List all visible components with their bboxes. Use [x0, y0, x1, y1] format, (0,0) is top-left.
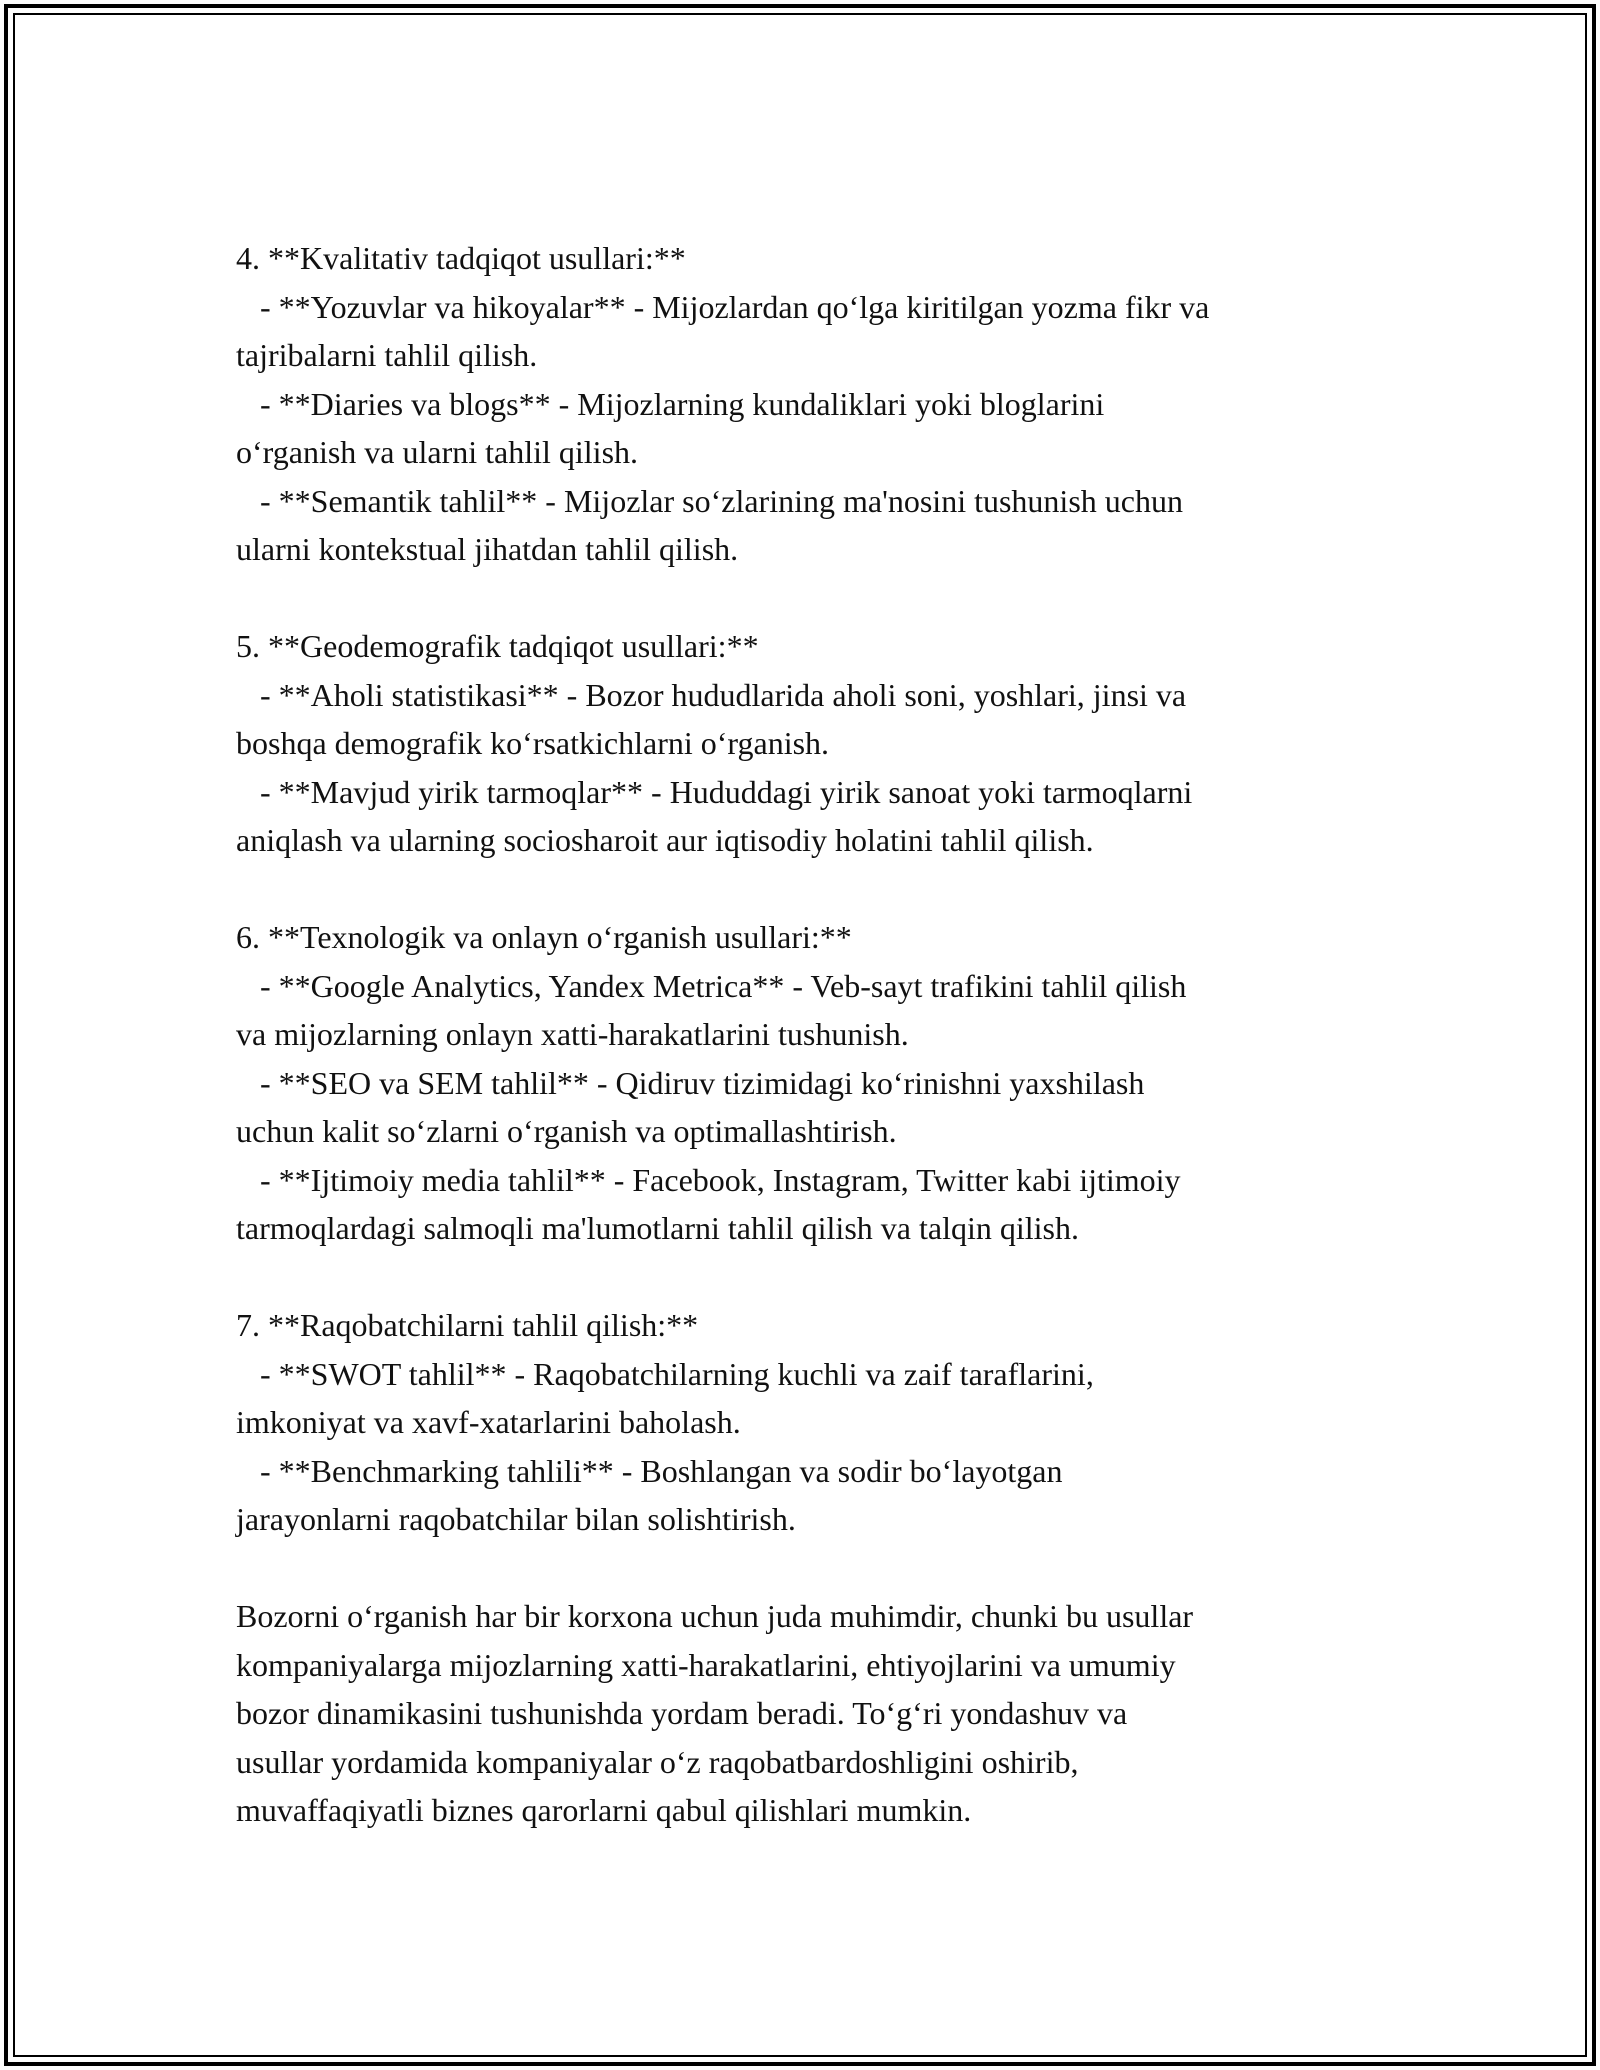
- list-item-line: uchun kalit so‘zlarni o‘rganish va optimallashtirish.: [236, 1113, 897, 1149]
- paragraph-line: Bozorni o‘rganish har bir korxona uchun juda muhimdir, chunki bu usullar: [236, 1598, 1194, 1634]
- section-qualitative-methods: [236, 234, 1406, 574]
- list-item-line: o‘rganish va ularni tahlil qilish.: [236, 434, 639, 470]
- paragraph-spacer: [236, 574, 1406, 623]
- list-item-line: tajribalarni tahlil qilish.: [236, 337, 538, 373]
- list-item-line: jarayonlarni raqobatchilar bilan solishtirish.: [236, 1501, 796, 1537]
- paragraph-spacer: [236, 1253, 1406, 1302]
- paragraph-line: kompaniyalarga mijozlarning xatti-harakatlarini, ehtiyojlarini va umumiy: [236, 1646, 1176, 1683]
- paragraph-line: usullar yordamida kompaniyalar o‘z raqobatbardoshligini oshirib,: [236, 1743, 1079, 1780]
- list-item-line: - **Google Analytics, Yandex Metrica** - Veb-sayt trafikini tahlil qilish: [236, 967, 1187, 1004]
- section-heading: 7. **Raqobatchilarni tahlil qilish:**: [236, 1307, 699, 1343]
- list-item-line: boshqa demografik ko‘rsatkichlarni o‘rganish.: [236, 725, 830, 761]
- list-item-line: - **SEO va SEM tahlil** - Qidiruv tizimidagi ko‘rinishni yaxshilash: [236, 1064, 1145, 1101]
- document-body: [236, 234, 1406, 1835]
- list-item-line: - **Ijtimoiy media tahlil** - Facebook, Instagram, Twitter kabi ijtimoiy: [236, 1161, 1181, 1198]
- list-item-line: - **Semantik tahlil** - Mijozlar so‘zlarining ma'nosini tushunish uchun: [236, 482, 1183, 519]
- section-technological-methods: [236, 913, 1406, 1253]
- list-item-line: va mijozlarning onlayn xatti-harakatlarini tushunish.: [236, 1016, 909, 1052]
- list-item-line: imkoniyat va xavf-xatarlarini baholash.: [236, 1404, 741, 1440]
- section-heading: 4. **Kvalitativ tadqiqot usullari:**: [236, 240, 686, 276]
- list-item-line: - **Aholi statistikasi** - Bozor hududlarida aholi soni, yoshlari, jinsi va: [236, 676, 1187, 713]
- list-item-line: - **Yozuvlar va hikoyalar** - Mijozlardan qo‘lga kiritilgan yozma fikr va: [236, 288, 1210, 325]
- paragraph-spacer: [236, 865, 1406, 914]
- section-geodemographic-methods: [236, 622, 1406, 865]
- list-item-line: - **SWOT tahlil** - Raqobatchilarning kuchli va zaif taraflarini,: [236, 1355, 1094, 1392]
- list-item-line: - **Mavjud yirik tarmoqlar** - Hududdagi yirik sanoat yoki tarmoqlarni: [236, 773, 1193, 810]
- list-item-line: - **Benchmarking tahlili** - Boshlangan va sodir bo‘layotgan: [236, 1452, 1063, 1489]
- list-item-line: tarmoqlardagi salmoqli ma'lumotlarni tahlil qilish va talqin qilish.: [236, 1210, 1079, 1246]
- paragraph-line: muvaffaqiyatli biznes qarorlarni qabul qilishlari mumkin.: [236, 1792, 972, 1828]
- paragraph-line: bozor dinamikasini tushunishda yordam beradi. To‘g‘ri yondashuv va: [236, 1695, 1128, 1731]
- paragraph-spacer: [236, 1544, 1406, 1593]
- list-item-line: - **Diaries va blogs** - Mijozlarning kundaliklari yoki bloglarini: [236, 385, 1105, 422]
- section-heading: 5. **Geodemografik tadqiqot usullari:**: [236, 628, 759, 664]
- section-heading: 6. **Texnologik va onlayn o‘rganish usullari:**: [236, 919, 852, 955]
- list-item-line: aniqlash va ularning sociosharoit aur iqtisodiy holatini tahlil qilish.: [236, 822, 1094, 858]
- conclusion-paragraph: [236, 1592, 1406, 1835]
- list-item-line: ularni kontekstual jihatdan tahlil qilish.: [236, 531, 739, 567]
- section-competitor-analysis: [236, 1301, 1406, 1544]
